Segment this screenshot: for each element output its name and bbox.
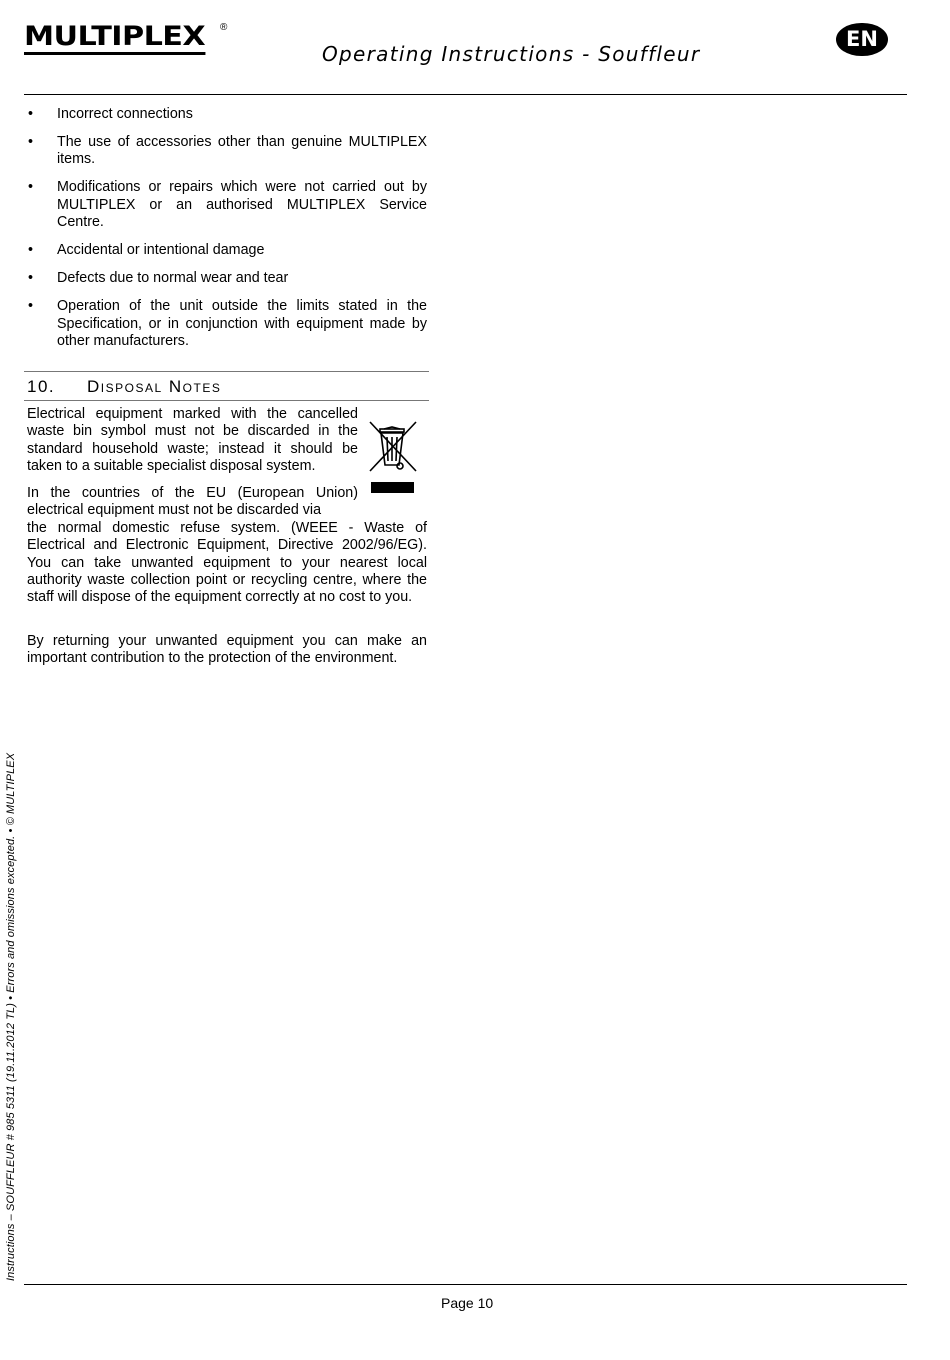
list-item [27,134,427,169]
disposal-paragraph-2-start: In the countries of the EU (European Union) electrical equipment must not be discarded via [27,485,358,519]
bullet-symbol: • [28,134,34,151]
crossed-out-wheelie-bin-icon [366,419,420,499]
list-item-text: Incorrect connections [57,106,193,122]
title-word: isposal [100,377,163,396]
disposal-paragraph-1: Electrical equipment marked with the cancelled waste bin symbol must not be discarded in the standard household waste; instead it should be taken to a suitable specialist disposal system. [27,406,358,474]
title-initial: D [87,377,101,396]
list-item-text: The use of accessories other than genuine MULTIPLEX items. [57,134,427,168]
list-item-text: Modifications or repairs which were not carried out by MULTIPLEX or an authorised MULTIPLEX Service Centre. [57,179,427,231]
section-rule-bottom [24,400,429,401]
page-number: Page 10 [441,1295,494,1311]
bullet-symbol: • [28,298,34,315]
list-item [27,106,427,123]
warranty-exclusions-list [27,106,427,361]
list-item-text: Operation of the unit outside the limits stated in the Specification, or in conjunction with equipment made by other manufacturers. [57,298,427,349]
title-word: otes [182,377,222,396]
bullet-symbol: • [28,270,34,287]
list-item [27,179,427,231]
multiplex-logo: MULTIPLEX [24,22,205,55]
bullet-symbol: • [28,242,34,259]
section-heading [27,377,221,397]
language-badge: EN [836,23,888,56]
list-item [27,270,427,287]
section-rule-top [24,371,429,372]
registered-mark: ® [220,22,228,33]
list-item-text: Defects due to normal wear and tear [57,270,289,287]
header-divider [24,94,907,95]
section-title [87,377,221,396]
disposal-paragraph-3: By returning your unwanted equipment you can make an important contribution to the protection of the environment. [27,633,427,667]
list-item-text: Accidental or intentional damage [57,242,265,259]
disposal-paragraph-2-cont: the normal domestic refuse system. (WEEE - Waste of Electrical and Electronic Equipment, Directive 2002/96/EG). You can take unwanted equipment to your nearest local authority waste collection point or recycling centre, where the staff will dispose of the equipment correctly at no cost to you. [27,520,427,606]
list-item [27,242,427,259]
section-number: 10. [27,377,56,396]
bullet-symbol: • [28,179,34,196]
side-document-reference: Instructions – SOUFFLEUR # 985 5311 (19.11.2012 TL) • Errors and omissions excepted. • © MULTIPLEX [5,752,17,1281]
bullet-symbol: • [28,106,34,122]
document-title: Operating Instructions - Souffleur [322,42,701,66]
title-initial: N [168,377,183,396]
list-item [27,298,427,350]
footer-divider [24,1284,907,1285]
